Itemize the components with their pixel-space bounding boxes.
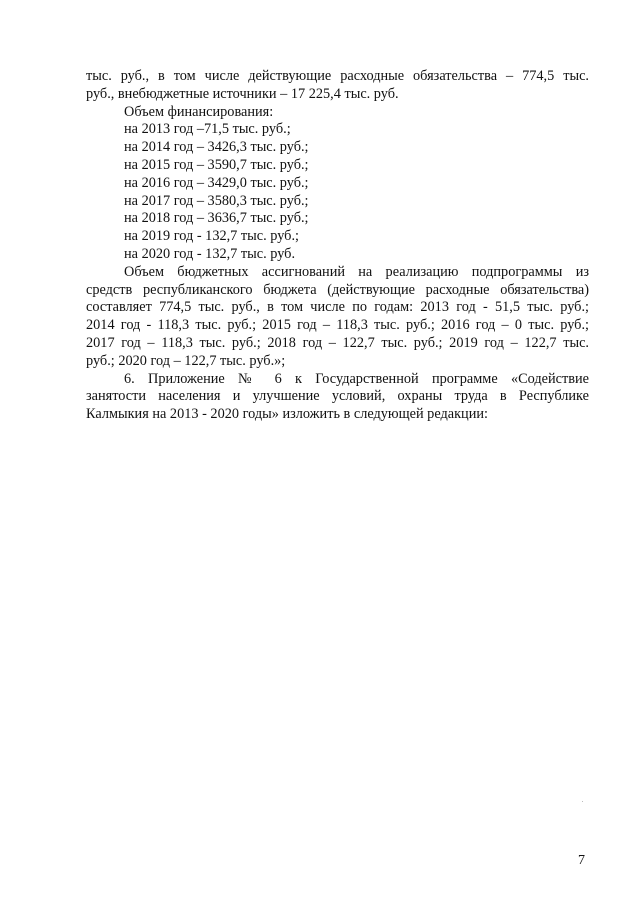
financing-item: на 2014 год – 3426,3 тыс. руб.; [124,139,309,156]
financing-item: на 2017 год – 3580,3 тыс. руб.; [124,192,309,209]
text-line: тыс. руб., в том числе действующие расходные обязательства – 774,5 тыс. [86,68,589,84]
financing-item: на 2019 год - 132,7 тыс. руб.; [124,228,299,245]
text-line: средств республиканского бюджета (действующие расходные обязательства) [86,281,589,298]
text-line: 2017 год – 118,3 тыс. руб.; 2018 год – 122,7 тыс. руб.; 2019 год – 122,7 тыс. [86,334,589,351]
financing-item: на 2020 год - 132,7 тыс. руб. [124,245,296,262]
financing-heading: Объем финансирования: [124,103,274,120]
text-line: руб.; 2020 год – 122,7 тыс. руб.»; [86,352,286,369]
financing-item: на 2016 год – 3429,0 тыс. руб.; [124,174,309,191]
text-line: Калмыкия на 2013 - 2020 годы» изложить в следующей редакции: [86,406,488,423]
text-line: составляет 774,5 тыс. руб., в том числе по годам: 2013 год - 51,5 тыс. руб.; [86,299,589,316]
page-number: 7 [578,853,585,868]
financing-item: на 2018 год – 3636,7 тыс. руб.; [124,210,309,227]
text-line: 2014 год - 118,3 тыс. руб.; 2015 год – 118,3 тыс. руб.; 2016 год – 0 тыс. руб.; [86,317,589,334]
financing-item: на 2013 год –71,5 тыс. руб.; [124,121,291,138]
text-line: руб., внебюджетные источники – 17 225,4 тыс. руб. [86,85,399,102]
text-line: занятости населения и улучшение условий, охраны труда в Республике [86,388,589,405]
text-line: Объем бюджетных ассигнований на реализацию подпрограммы из [124,263,589,280]
text-line: 6. Приложение № 6 к Государственной программе «Содействие [124,370,589,387]
financing-item: на 2015 год – 3590,7 тыс. руб.; [124,156,309,173]
body-text [86,68,589,424]
scan-speck [582,801,583,802]
